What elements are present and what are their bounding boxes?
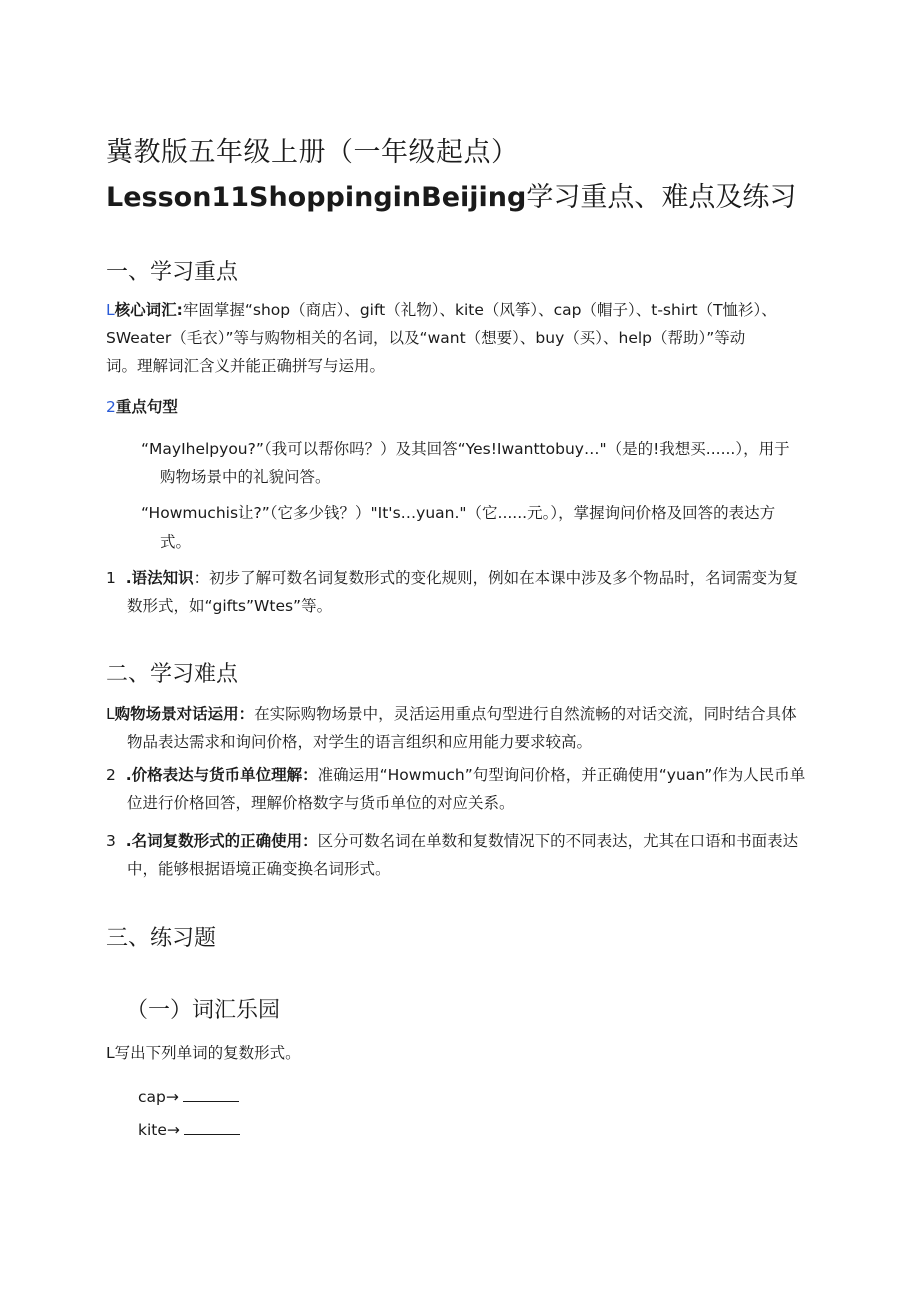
q1-word: kite→ xyxy=(138,1121,180,1139)
s2-item2-number: 2 xyxy=(106,766,116,784)
s1-sentence1-line2: 购物场景中的礼貌问答。 xyxy=(160,468,331,486)
s1-item1-label: 核心词汇: xyxy=(114,301,183,319)
section3-heading: 三、练习题 xyxy=(106,926,217,951)
s2-item2-label: .价格表达与货币单位理解： xyxy=(125,766,318,784)
s1-item3-line2: 数形式，如“gifts”Wtes”等。 xyxy=(127,597,333,615)
s1-sentence1-line1: “MayIhelpyou?”（我可以帮你吗？）及其回答“Yes!Iwanttobuy…"（是的!我想买......），用于 xyxy=(141,440,790,458)
answer-blank[interactable] xyxy=(184,1120,240,1135)
q1-instruction xyxy=(106,1042,301,1064)
s1-item2-label: 重点句型 xyxy=(115,398,178,416)
s2-item2-line1 xyxy=(106,764,805,786)
s1-item1-line1 xyxy=(106,299,777,321)
s1-sentence2-line2: 式。 xyxy=(160,533,192,551)
s1-item3-label: .语法知识 xyxy=(125,569,194,587)
q1-word-row xyxy=(138,1119,240,1141)
answer-blank[interactable] xyxy=(183,1087,239,1102)
document-title-line1: 冀教版五年级上册（一年级起点） xyxy=(106,137,519,168)
s2-item3-label: .名词复数形式的正确使用： xyxy=(125,832,318,850)
q1-number: L xyxy=(106,1044,115,1062)
s1-item3-line1 xyxy=(106,567,798,589)
s2-item3-line2: 中，能够根据语境正确变换名词形式。 xyxy=(127,860,391,878)
s1-item2-number: 2 xyxy=(106,398,116,416)
s2-item1-line2: 物品表达需求和询问价格，对学生的语言组织和应用能力要求较高。 xyxy=(127,733,593,751)
s2-item3-line1 xyxy=(106,830,798,852)
section2-heading: 二、学习难点 xyxy=(106,662,239,687)
section3-subheading: （一）词汇乐园 xyxy=(126,998,281,1023)
lesson-name: Lesson11ShoppinginBeijing xyxy=(106,182,527,213)
s1-item1-number: L xyxy=(106,301,115,319)
q1-text: 写出下列单词的复数形式。 xyxy=(114,1044,301,1062)
s2-item2-text1: 准确运用“Howmuch”句型询问价格，并正确使用“yuan”作为人民币单 xyxy=(317,766,806,784)
title-suffix: 学习重点、难点及练习 xyxy=(526,182,797,213)
s2-item3-number: 3 xyxy=(106,832,116,850)
s2-item1-label: 购物场景对话运用： xyxy=(114,705,255,723)
s1-item1-text1: 牢固掌握“shop（商店）、gift（礼物）、kite（风筝）、cap（帽子）、t-shirt（T恤衫）、 xyxy=(182,301,777,319)
q1-word-row xyxy=(138,1086,239,1108)
s1-sentence2-line1: “Howmuchis让?”（它多少钱？）"It's…yuan."（它......元。），掌握询问价格及回答的表达方 xyxy=(141,504,776,522)
section1-heading: 一、学习重点 xyxy=(106,260,239,285)
s2-item1-text1: 在实际购物场景中，灵活运用重点句型进行自然流畅的对话交流，同时结合具体 xyxy=(254,705,797,723)
q1-word: cap→ xyxy=(138,1088,179,1106)
s2-item1-line1 xyxy=(106,703,797,725)
s2-item3-text1: 区分可数名词在单数和复数情况下的不同表达，尤其在口语和书面表达 xyxy=(317,832,799,850)
s1-item1-line2: SWeater（毛衣）”等与购物相关的名词，以及“want（想要）、buy（买）、help（帮助）”等动 xyxy=(106,329,746,347)
s1-item1-line3: 词。理解词汇含义并能正确拼写与运用。 xyxy=(106,357,386,375)
s1-item3-number: 1 xyxy=(106,569,116,587)
document-title-line2 xyxy=(106,175,796,214)
s1-item3-text1: ：初步了解可数名词复数形式的变化规则，例如在本课中涉及多个物品时，名词需变为复 xyxy=(193,569,799,587)
s2-item1-number: L xyxy=(106,705,115,723)
s1-item2-heading xyxy=(106,396,178,418)
s2-item2-line2: 位进行价格回答，理解价格数字与货币单位的对应关系。 xyxy=(127,794,515,812)
